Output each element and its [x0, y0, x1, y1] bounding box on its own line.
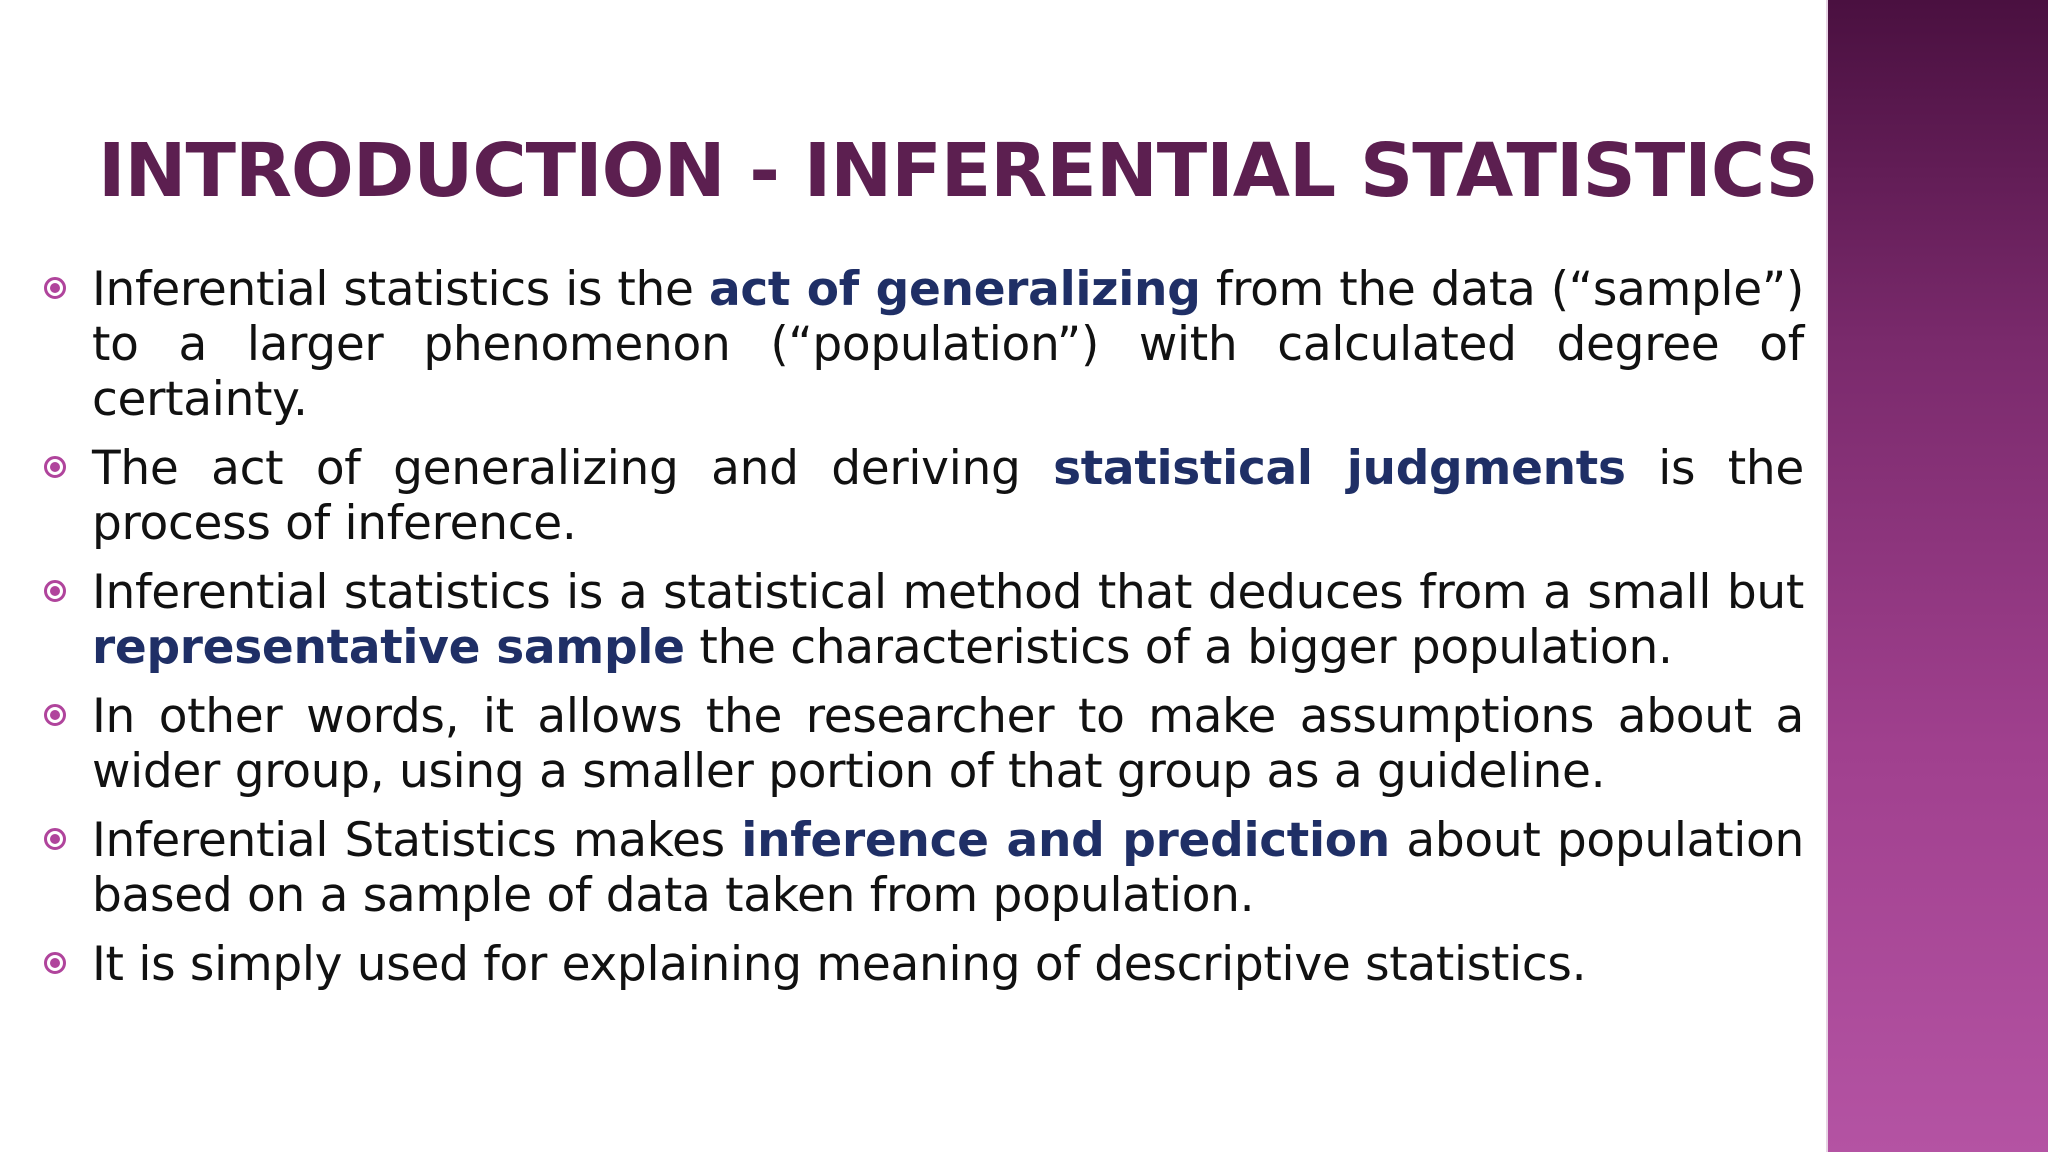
bullet-item [44, 689, 1804, 799]
decorative-side-band [1826, 0, 2048, 1152]
circle-dot-bullet-icon [44, 456, 66, 478]
bullet-text: Inferential Statistics makes [92, 813, 742, 868]
circle-dot-bullet-icon [44, 277, 66, 299]
bullet-text: In other words, it allows the researcher to make assumptions about a wider group, using a smaller portion of that group as a guideline. [92, 689, 1804, 799]
bullet-highlight: act of generalizing [708, 262, 1201, 317]
bullet-item [44, 813, 1804, 923]
circle-dot-bullet-icon [44, 828, 66, 850]
bullet-item [44, 441, 1804, 551]
bullet-text: It is simply used for explaining meaning of descriptive statistics. [92, 937, 1587, 992]
bullet-text: Inferential statistics is the [92, 262, 709, 317]
bullet-highlight: inference and prediction [741, 813, 1390, 868]
bullet-text: the characteristics of a bigger population. [684, 620, 1673, 675]
bullet-item [44, 937, 1804, 992]
slide-title: INTRODUCTION - INFERENTIAL STATISTICS [98, 128, 1818, 214]
bullet-text: from the data (“sample”) to a larger phenomenon (“population”) with calculated degree of certainty. [92, 262, 1804, 427]
circle-dot-bullet-icon [44, 952, 66, 974]
bullet-text: Inferential statistics is a statistical method that deduces from a small but [92, 565, 1804, 620]
circle-dot-bullet-icon [44, 704, 66, 726]
bullet-text: about population based on a sample of data taken from population. [92, 813, 1804, 923]
circle-dot-bullet-icon [44, 580, 66, 602]
bullet-highlight: representative sample [92, 620, 685, 675]
bullet-text: The act of generalizing and deriving [92, 441, 1054, 496]
bullet-list [44, 262, 1804, 1006]
bullet-highlight: statistical judgments [1053, 441, 1626, 496]
bullet-text: is the process of inference. [92, 441, 1804, 551]
bullet-item [44, 262, 1804, 427]
bullet-item [44, 565, 1804, 675]
